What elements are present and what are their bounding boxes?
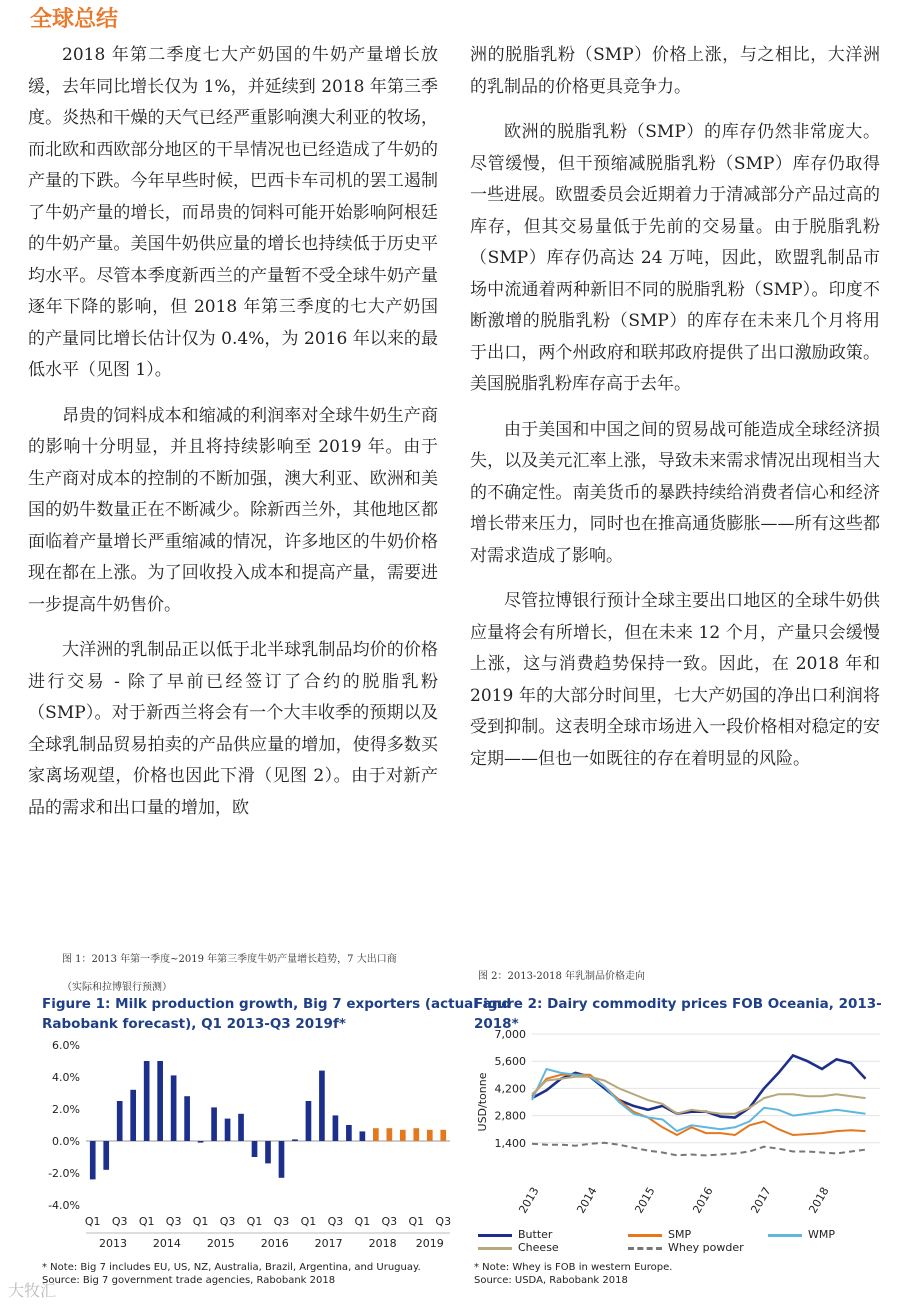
bar: [360, 1131, 366, 1141]
y-tick-label: 4.0%: [52, 1071, 80, 1084]
legend-wmp-label: WMP: [808, 1228, 836, 1241]
bar: [144, 1061, 150, 1141]
bar: [198, 1141, 204, 1143]
figure1-title-2: Rabobank forecast), Q1 2013-Q3 2019f*: [42, 1016, 346, 1032]
bar: [252, 1141, 258, 1157]
x-tick-label: 2017: [748, 1184, 774, 1216]
figure2-chart: [470, 1020, 890, 1230]
legend-smp-swatch: [628, 1234, 662, 1237]
legend-cheese-label: Cheese: [518, 1241, 559, 1254]
figure1-source: Source: Big 7 government trade agencies, Rabobank 2018: [42, 1275, 336, 1286]
paragraph-left-2: 昂贵的饲料成本和缩减的利润率对全球牛奶生产商的影响十分明显，并且将持续影响至 2019 年。由于生产商对成本的控制的不断加强，澳大利亚、欧洲和美国的奶牛数量正在不断减少。除新西兰外，其他地区都面临着产量增长严重缩减的情况，许多地区的牛奶价格现在都在上涨。为了回收投入成本和提高产量，需要进一步提高牛奶售价。: [28, 405, 438, 615]
x-quarter-label: Q1: [246, 1215, 263, 1228]
bar: [211, 1107, 217, 1141]
y-tick-label: -4.0%: [48, 1199, 80, 1212]
figure2-note: * Note: Whey is FOB in western Europe.: [474, 1262, 673, 1273]
x-quarter-label: Q1: [138, 1215, 155, 1228]
legend-whey-swatch: [628, 1247, 662, 1250]
x-quarter-label: Q1: [300, 1215, 317, 1228]
y-tick-label: 2.0%: [52, 1103, 80, 1116]
page-title: 全球总结: [30, 7, 119, 32]
y-tick-label: -2.0%: [48, 1167, 80, 1180]
x-year-label: 2018: [368, 1237, 397, 1250]
legend-butter-label: Butter: [518, 1228, 553, 1241]
bar: [427, 1130, 433, 1141]
y-tick-label: 5,600: [494, 1055, 526, 1069]
x-quarter-label: Q3: [381, 1215, 398, 1228]
bar: [225, 1119, 231, 1141]
figure2-legend: [478, 1228, 898, 1256]
legend-wmp-swatch: [768, 1234, 802, 1237]
bar: [279, 1141, 285, 1178]
figure2-caption-cn: 图 2：2013-2018 年乳制品价格走向: [478, 971, 645, 982]
bar: [238, 1114, 244, 1141]
bar: [184, 1096, 190, 1141]
figure1-caption-cn: 图 1：2013 年第一季度~2019 年第三季度牛奶产量增长趋势，7 大出口商: [62, 954, 397, 965]
figure1-title-1: Figure 1: Milk production growth, Big 7 exporters (actual and: [42, 996, 511, 1012]
x-year-label: 2015: [206, 1237, 235, 1250]
figure1-chart: [40, 1035, 460, 1260]
paragraph-left-1: 2018 年第二季度七大产奶国的牛奶产量增长放缓，去年同比增长仅为 1%，并延续到 2018 年第三季度。炎热和干燥的天气已经严重影响澳大利亚的牧场，而北欧和西欧部分地区的干旱情况也已经造成了牛奶的产量的下跌。今年早些时候，巴西卡车司机的罢工遏制了牛奶产量的增长，而昂贵的饲料可能开始影响阿根廷的牛奶产量。美国牛奶供应量的增长也持续低于历史平均水平。尽管本季度新西兰的产量暂不受全球牛奶产量逐年下降的影响，但 2018 年第三季度的七大产奶国的产量同比增长估计仅为 0.4%，为 2016 年以来的最低水平（见图 1）。: [28, 45, 438, 380]
x-quarter-label: Q3: [219, 1215, 236, 1228]
legend-butter-swatch: [478, 1234, 512, 1237]
x-year-label: 2017: [314, 1237, 343, 1250]
figure2-title: Figure 2: Dairy commodity prices FOB Oceania, 2013-2018*: [474, 996, 882, 1032]
x-quarter-label: Q1: [408, 1215, 425, 1228]
bar: [130, 1090, 136, 1141]
x-year-label: 2016: [260, 1237, 289, 1250]
x-tick-label: 2014: [574, 1184, 600, 1216]
x-quarter-label: Q1: [192, 1215, 209, 1228]
watermark: 大牧汇: [8, 1281, 57, 1300]
figure1-caption-cn-2: （实际和拉博银行预测）: [62, 982, 172, 993]
series-line: [532, 1055, 866, 1117]
x-tick-label: 2018: [806, 1184, 832, 1216]
bar: [306, 1101, 312, 1141]
x-quarter-label: Q3: [165, 1215, 182, 1228]
y-tick-label: 7,000: [494, 1028, 526, 1041]
series-line: [532, 1143, 866, 1156]
legend-smp-label: SMP: [668, 1228, 692, 1241]
bar: [400, 1130, 406, 1141]
x-quarter-label: Q1: [354, 1215, 371, 1228]
y-tick-label: 4,200: [494, 1082, 526, 1096]
x-year-label: 2014: [152, 1237, 181, 1250]
paragraph-right-3: 由于美国和中国之间的贸易战可能造成全球经济损失，以及美元汇率上涨，导致未来需求情况出现相当大的不确定性。南美货币的暴跌持续给消费者信心和经济增长带来压力，同时也在推高通货膨胀——所有这些都对需求造成了影响。: [470, 419, 880, 566]
x-tick-label: 2015: [632, 1184, 658, 1216]
series-line: [532, 1069, 866, 1131]
bar: [346, 1125, 352, 1141]
paragraph-right-4: 尽管拉博银行预计全球主要出口地区的全球牛奶供应量将会有所增长，但在未来 12 个月，产量只会缓慢上涨，这与消费趋势保持一致。因此，在 2018 年和 2019 年的大部分时间里，七大产奶国的净出口利润将受到抑制。这表明全球市场进入一段价格相对稳定的安定期——但也一如既往的存在着明显的风险。: [470, 591, 880, 769]
paragraph-left-3: 大洋洲的乳制品正以低于北半球乳制品均价的价格进行交易 - 除了早前已经签订了合约的脱脂乳粉（SMP）。对于新西兰将会有一个大丰收季的预期以及全球乳制品贸易拍卖的产品供应量的增加，使得多数买家离场观望，价格也因此下滑（见图 2）。由于对新产品的需求和出口量的增加，欧: [28, 640, 438, 818]
x-tick-label: 2013: [516, 1184, 542, 1216]
bar: [171, 1075, 177, 1141]
bar: [265, 1141, 271, 1163]
x-year-label: 2013: [98, 1237, 127, 1250]
x-quarter-label: Q3: [327, 1215, 344, 1228]
bar: [103, 1141, 109, 1170]
x-year-label: 2019: [415, 1237, 444, 1250]
bar: [292, 1139, 298, 1141]
x-quarter-label: Q3: [273, 1215, 290, 1228]
paragraph-right-2: 欧洲的脱脂乳粉（SMP）的库存仍然非常庞大。尽管缓慢，但干预缩减脱脂乳粉（SMP）库存仍取得一些进展。欧盟委员会近期着力于清减部分产品过高的库存，但其交易量低于先前的交易量。由于脱脂乳粉（SMP）库存仍高达 24 万吨，因此，欧盟乳制品市场中流通着两种新旧不同的脱脂乳粉（SMP）。印度不断激增的脱脂乳粉（SMP）的库存在未来几个月将用于出口，两个州政府和联邦政府提供了出口激励政策。美国脱脂乳粉库存高于去年。: [470, 122, 880, 394]
legend-cheese-swatch: [478, 1247, 512, 1250]
left-column: [28, 40, 438, 838]
x-quarter-label: Q3: [111, 1215, 128, 1228]
y-tick-label: 1,400: [494, 1136, 526, 1150]
y-axis-label: USD/tonne: [476, 1072, 489, 1132]
y-tick-label: 0.0%: [52, 1135, 80, 1148]
bar: [157, 1061, 163, 1141]
legend-whey-label: Whey powder: [668, 1241, 744, 1254]
x-quarter-label: Q1: [84, 1215, 101, 1228]
bar: [319, 1071, 325, 1141]
paragraph-right-1: 洲的脱脂乳粉（SMP）价格上涨，与之相比，大洋洲的乳制品的价格更具竞争力。: [470, 45, 880, 97]
figure1-note: * Note: Big 7 includes EU, US, NZ, Australia, Brazil, Argentina, and Uruguay.: [42, 1262, 421, 1273]
x-tick-label: 2016: [690, 1184, 716, 1216]
y-tick-label: 2,800: [494, 1109, 526, 1123]
bar: [90, 1141, 96, 1179]
bar: [413, 1128, 419, 1141]
series-line: [532, 1077, 866, 1114]
x-quarter-label: Q3: [435, 1215, 452, 1228]
bar: [387, 1128, 393, 1141]
bar: [333, 1115, 339, 1141]
right-column: [470, 40, 880, 789]
y-tick-label: 6.0%: [52, 1039, 80, 1052]
bar: [373, 1128, 379, 1141]
figure2-source: Source: USDA, Rabobank 2018: [474, 1275, 628, 1286]
bar: [117, 1101, 123, 1141]
bar: [440, 1130, 446, 1141]
